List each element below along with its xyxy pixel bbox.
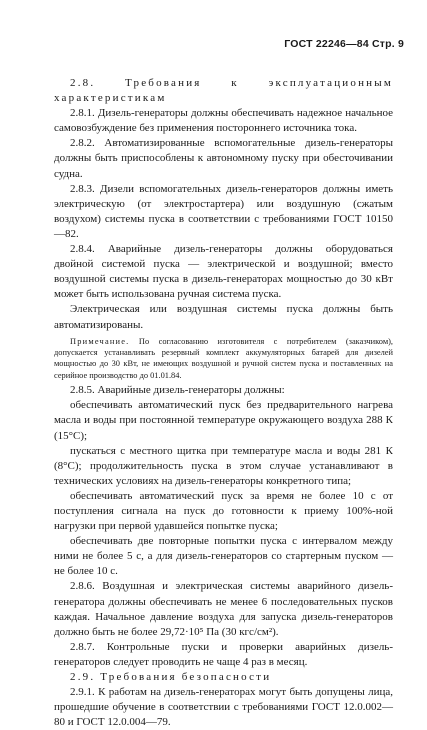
paragraph-2-8-1: 2.8.1. Дизель-генераторы должны обеспечивать надежное начальное самовозбуждение без применения постороннего источника тока. xyxy=(54,107,393,135)
list-item-local-start: пускаться с местного щитка при температуре масла и воды 281 К (8°С); продолжительность пуска в этом случае устанавливают в технических условиях на дизель-генераторы конкретного типа; xyxy=(54,444,393,487)
paragraph-2-8-2: 2.8.2. Автоматизированные вспомогательные дизель-генераторы должны быть приспособлены к автономному пуску при обесточивании судна. xyxy=(54,137,393,180)
section-heading-2-8: 2.8. Требования к эксплуатационным характеристикам xyxy=(54,77,393,105)
paragraph-2-8-6: 2.8.6. Воздушная и электрическая системы аварийного дизель-генератора должны обеспечивать не менее 6 последовательных пусков каждая. Начальное давление воздуха для запуска дизель-генераторов должно быть не более 29,72·10⁵ Па (30 кгс/см²). xyxy=(54,580,393,638)
section-heading-2-9: 2.9. Требования безопасности xyxy=(70,671,272,683)
list-item-start-time: обеспечивать автоматический пуск за время не более 10 с от поступления сигнала на пуск до готовности к приему 100%-ной нагрузки при первой удавшейся попытке пуска; xyxy=(54,489,393,533)
paragraph-2-8-4: 2.8.4. Аварийные дизель-генераторы должны оборудоваться двойной системой пуска — электрической и воздушной; вместо воздушной системы пуска в дизель-генераторах мощностью до 30 кВт может быть использована ручная система пуска. xyxy=(54,243,393,301)
paragraph-2-9-1: 2.9.1. К работам на дизель-генераторах могут быть допущены лица, прошедшие обучение в соответствии с требованиями ГОСТ 12.0.002—80 и ГОСТ 12.0.004—79. xyxy=(54,686,393,729)
paragraph-2-8-3: 2.8.3. Дизели вспомогательных дизель-генераторов должны иметь электрическую (от электростартера) или воздушную (сжатым воздухом) системы пуска в соответствии с требованиями ГОСТ 10150—82. xyxy=(54,182,393,240)
note xyxy=(54,336,393,382)
paragraph-2-8-4-cont: Электрическая или воздушная системы пуска должны быть автоматизированы. xyxy=(54,303,393,331)
paragraph-2-8-5: 2.8.5. Аварийные дизель-генераторы должны: xyxy=(70,384,285,397)
list-item-auto-start: обеспечивать автоматический пуск без предварительного нагрева масла и воды при постоянной температуре окружающего воздуха 288 К (15°С); xyxy=(54,399,393,442)
document-body xyxy=(54,76,393,730)
note-text: По согласованию изготовителя с потребителем (заказчиком), допускается устанавливать резервный комплект аккумуляторных батарей для дизелей мощностью до 30 кВт, не имеющих воздушной и ручной систем пуска и поставленных на серийное производство до 01.01.84. xyxy=(54,336,394,380)
paragraph-2-8-7: 2.8.7. Контрольные пуски и проверки аварийных дизель-генераторов следует проводить не чаще 4 раз в месяц. xyxy=(54,640,393,668)
list-item-retry: обеспечивать две повторные попытки пуска с интервалом между ними не более 5 с, а для дизель-генераторов со стартерным пуском — не более 10 с. xyxy=(54,535,393,578)
note-label: Примечание. xyxy=(70,336,130,346)
page-header: ГОСТ 22246—84 Стр. 9 xyxy=(284,38,404,50)
